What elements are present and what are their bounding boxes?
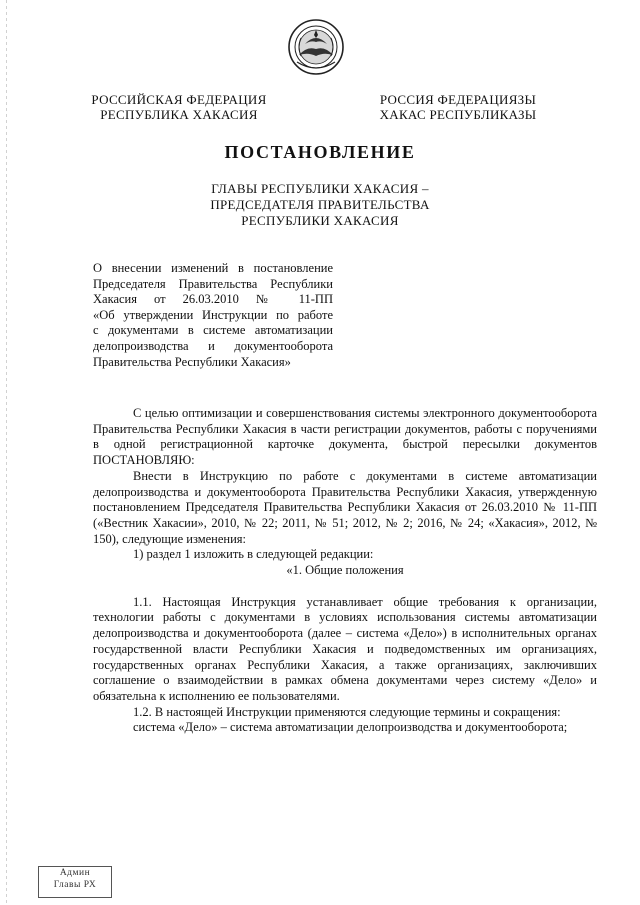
subject-line: делопроизводства и документооборота [93, 338, 333, 353]
paragraph-term-delo: система «Дело» – система автоматизации делопроизводства и документооборота; [133, 720, 568, 735]
header-right-line: РОССИЯ ФЕДЕРАЦИЯЗЫ [379, 92, 537, 107]
subject-line: Правительства Республики Хакасия» [93, 354, 291, 369]
section-title: «1. Общие положения [286, 563, 404, 578]
stamp-line: Админ [59, 868, 91, 878]
issuer-line: РЕСПУБЛИКИ ХАКАСИЯ [241, 213, 399, 228]
paragraph-1-1: 1.1. Настоящая Инструкция устанавливает общие требования к организации, технологии работы с документами в условиях использования системы автоматизации делопроизводства и документооборота (далее – система «Дело») в исполнительных органах государственной власти Республики Хакасия и подведомственных им организациях, государственных органах Республики Хакасия, а также организациях, заключивших соглашение о взаимодействии в рамках обмена документами через систему «Дело» и обязательна к исполнению ее пользователями. [93, 594, 597, 703]
subject-line: с документами в системе автоматизации [93, 323, 333, 338]
paragraph-section-change: 1) раздел 1 изложить в следующей редакции: [133, 547, 374, 562]
subject-line: Председателя Правительства Республики [93, 276, 333, 291]
header-right-line: ХАКАС РЕСПУБЛИКАЗЫ [379, 107, 537, 122]
header-left-line: РОССИЙСКАЯ ФЕДЕРАЦИЯ [91, 92, 267, 107]
scan-edge-artifact [6, 0, 7, 905]
subject-line: Хакасия от 26.03.2010 № 11-ПП [93, 292, 333, 307]
spacer [93, 579, 597, 595]
header-khakas [365, 92, 551, 122]
stamp-line: Главы РХ [53, 880, 97, 890]
document-body [93, 406, 597, 736]
issuer-block [160, 181, 480, 229]
issuer-line: ГЛАВЫ РЕСПУБЛИКИ ХАКАСИЯ – [211, 181, 429, 196]
issuer-line: ПРЕДСЕДАТЕЛЯ ПРАВИТЕЛЬСТВА [210, 197, 430, 212]
paragraph-amendment: Внести в Инструкцию по работе с документами в системе автоматизации делопроизводства и документооборота Правительства Республики Хакасия, утвержденную постановлением Председателя Правительства Республики Хакасия от 26.03.2010 № 11-ПП («Вестник Хакасии», 2010, № 22; 2011, № 51; 2012, № 2; 2016, № 24; «Хакасия», 2012, № 150), следующие изменения: [93, 468, 597, 546]
subject-line: «Об утверждении Инструкции по работе [93, 307, 333, 322]
document-title: ПОСТАНОВЛЕНИЕ [224, 142, 416, 162]
paragraph-1-2: 1.2. В настоящей Инструкции применяются следующие термины и сокращения: [133, 704, 561, 719]
paragraph-purpose: С целью оптимизации и совершенствования системы электронного документооборота Правительства Республики Хакасия в части регистрации документов, работы с поручениями в одной регистрационной карточке документа, быстрой пересылки документов ПОСТАНОВЛЯЮ: [93, 406, 597, 468]
subject-line: О внесении изменений в постановление [93, 261, 333, 275]
registration-stamp [38, 866, 112, 898]
khakassia-coat-of-arms-icon [287, 18, 345, 76]
header-left-line: РЕСПУБЛИКА ХАКАСИЯ [100, 107, 258, 122]
subject-block [93, 261, 333, 370]
header-russian [86, 92, 272, 122]
